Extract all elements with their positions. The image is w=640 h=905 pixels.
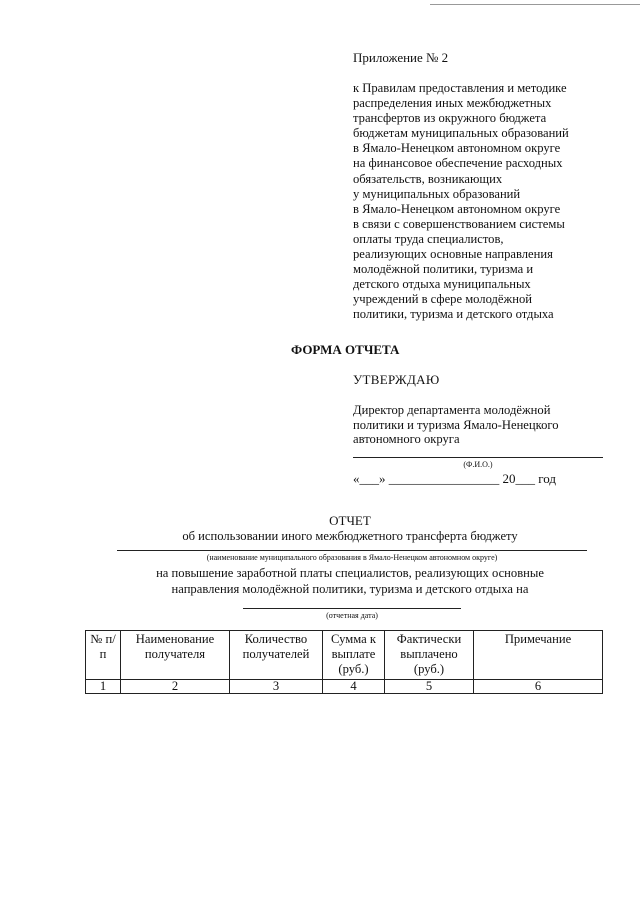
report-table <box>85 630 603 694</box>
table-row <box>86 680 603 694</box>
appendix-line: учреждений в сфере молодёжной <box>353 292 532 307</box>
appendix-line: трансфертов из окружного бюджета <box>353 111 547 126</box>
appendix-line: в Ямало-Ненецком автономном округе <box>353 141 561 156</box>
appendix-line: оплаты труда специалистов, <box>353 231 504 246</box>
table-header-row <box>86 631 603 680</box>
approver-position-line: автономного округа <box>353 432 460 446</box>
appendix-line: детского отдыха муниципальных <box>353 277 531 292</box>
appendix-line: распределения иных межбюджетных <box>353 96 552 111</box>
appendix-line: в связи с совершенствованием системы <box>353 216 565 231</box>
appendix-text <box>353 81 623 323</box>
signature-line <box>353 457 603 458</box>
appendix-line: реализующих основные направления <box>353 247 553 262</box>
signature-caption: (Ф.И.О.) <box>463 460 493 469</box>
column-number-cell: 6 <box>474 680 603 694</box>
form-title: ФОРМА ОТЧЕТА <box>291 342 400 357</box>
header-notes: Примечание <box>474 631 603 680</box>
column-number-cell: 3 <box>230 680 323 694</box>
column-number-cell: 2 <box>121 680 230 694</box>
appendix-line: в Ямало-Ненецком автономном округе <box>353 201 561 216</box>
scan-edge-line <box>430 4 640 5</box>
appendix-line: бюджетам муниципальных образований <box>353 126 569 141</box>
header-number: № п/п <box>86 631 121 680</box>
recipient-caption: (наименование муниципального образования в Ямало-Ненецком автономном округе) <box>206 553 498 562</box>
recipient-line <box>117 550 587 551</box>
report-purpose <box>110 566 590 597</box>
report-subtitle: об использовании иного межбюджетного трансферта бюджету <box>182 529 518 543</box>
header-amount-paid: Фактически выплачено (руб.) <box>385 631 474 680</box>
header-recipient-count: Количество получателей <box>230 631 323 680</box>
report-date-line <box>243 608 461 609</box>
appendix-line: обязательств, возникающих <box>353 171 503 186</box>
column-number-cell: 1 <box>86 680 121 694</box>
approver-position-line: политики и туризма Ямало-Ненецкого <box>353 417 559 432</box>
header-recipient-name: Наименование получателя <box>121 631 230 680</box>
header-amount-due: Сумма к выплате (руб.) <box>323 631 385 680</box>
report-date-caption: (отчетная дата) <box>326 611 378 620</box>
approver-position-line: Директор департамента молодёжной <box>353 403 551 417</box>
approval-date-line: «___» _________________ 20___ год <box>353 471 556 486</box>
approver-position <box>353 403 623 447</box>
appendix-line: у муниципальных образований <box>353 186 521 201</box>
appendix-line: на финансовое обеспечение расходных <box>353 156 563 171</box>
appendix-line: молодёжной политики, туризма и <box>353 262 534 277</box>
appendix-line: к Правилам предоставления и методике <box>353 81 567 95</box>
purpose-line: направления молодёжной политики, туризма и детского отдыха на <box>171 581 529 596</box>
report-title: ОТЧЕТ <box>329 513 371 528</box>
approval-label: УТВЕРЖДАЮ <box>353 372 440 387</box>
column-number-cell: 5 <box>385 680 474 694</box>
purpose-line: на повышение заработной платы специалистов, реализующих основные <box>156 566 544 580</box>
appendix-title: Приложение № 2 <box>353 50 449 65</box>
column-number-cell: 4 <box>323 680 385 694</box>
appendix-line: политики, туризма и детского отдыха <box>353 307 554 322</box>
